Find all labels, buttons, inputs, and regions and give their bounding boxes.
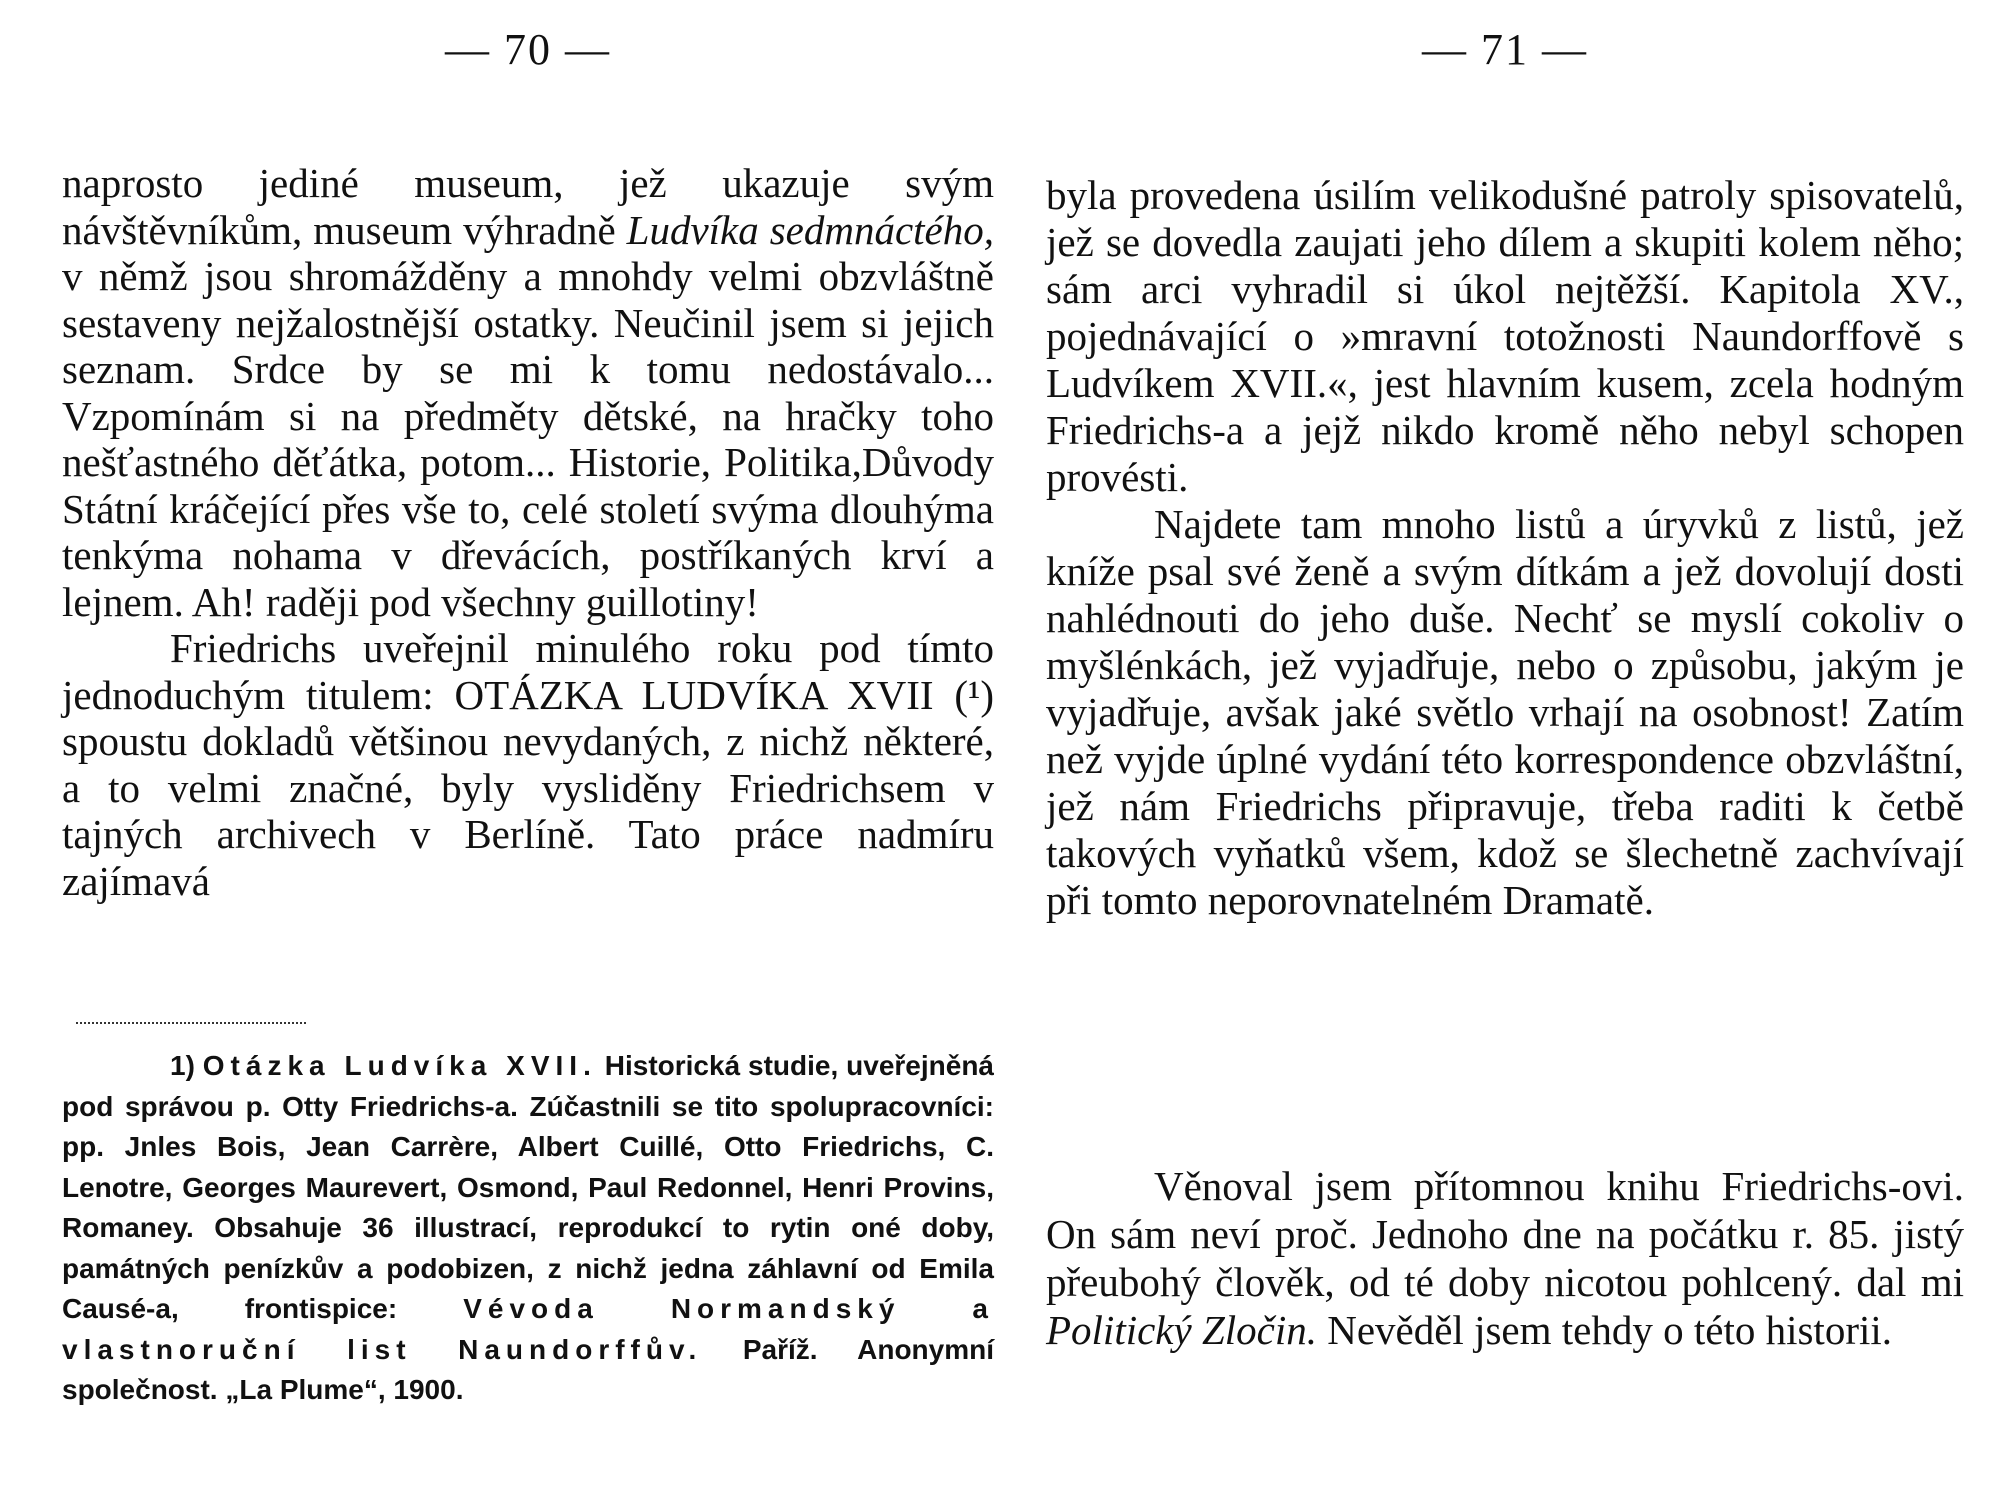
left-body-text xyxy=(62,160,994,904)
page-number-right: — 71 — xyxy=(1422,25,1588,74)
left-p1-before: naprosto jediné museum, jež ukazuje svým návštěvníkům, museum výhradně xyxy=(62,160,994,253)
footnote-part2: Paříž. Anonymní společnost. „La Plume“, 1900. xyxy=(62,1333,995,1405)
right-body-text xyxy=(1046,172,1964,924)
page-number-left: — 70 — xyxy=(445,25,611,74)
footnote xyxy=(62,1046,994,1411)
right-paragraph-1: byla provedena úsilím velikodušné patroly spisovatelů, jež se dovedla zaujati jeho dílem a skupiti kolem něho; sám arci vyhradil si úkol nejtěžší. Kapitola XV., pojednávající o »mravní totožnosti Naundorffově s Ludvíkem XVII.«, jest hlavním kusem, zcela hodným Friedrichs-a a jejž nikdo kromě něho nebyl schopen provésti. xyxy=(1046,172,1964,500)
dedication-before: Věnoval jsem přítomnou knihu Friedrichs-ovi. On sám neví proč. Jednoho dne na počátku r. 85. jistý přeubohý člověk, od té doby nicotou pohlcený. dal mi xyxy=(1046,1163,1964,1305)
right-paragraph-2: Najdete tam mnoho listů a úryvků z listů, jež kníže psal své ženě a svým dítkám a jež dovolují dosti nahlédnouti do jeho duše. Nechť se myslí cokoliv o myšlénkách, jež vyjadřuje, nebo o způsobu, jakým je vyjadřuje, avšak jaké světlo vrhají na osobnost! Zatím než vyjde úplné vydání této korrespondence obzvláštní, jež nám Friedrichs připravuje, třeba raditi k četbě takových vyňatků všem, kdož se šlechetně zachvívají při tomto neporovnatelném Dramatě. xyxy=(1046,501,1964,923)
footnote-spaced-title: Otázka Ludvíka XVII. xyxy=(202,1050,597,1081)
footnote-spaced-part: Vévoda Normandský a vlastnoruční list Naundorffův. xyxy=(62,1293,995,1365)
left-paragraph-1 xyxy=(62,160,994,625)
left-p1-after: v němž jsou shromážděny a mnohdy velmi obzvláštně sestaveny nejžalostnější ostatky. Neučinil jsem si jejich seznam. Srdce by se mi k tomu nedostávalo... Vzpomínám si na předměty dětské, na hračky toho nešťastného děťátka, potom... Historie, Politika,Důvody Státní kráčející přes vše to, celé století svýma dlouhýma tenkýma nohama v dřevácích, postříkaných krví a lejnem. Ah! raději pod všechny guillotiny! xyxy=(62,253,994,625)
footnote-marker: 1) xyxy=(170,1050,203,1081)
left-paragraph-2: Friedrichs uveřejnil minulého roku pod tímto jednoduchým titulem: OTÁZKA LUDVÍKA XVII (¹) spoustu dokladů většinou nevydaných, z nichž některé, a to velmi značné, byly vysliděny Friedrichsem v tajných archivech v Berlíně. Tato práce nadmíru zajímavá xyxy=(62,625,994,904)
dedication-italic: Politický Zločin. xyxy=(1046,1307,1317,1353)
left-p1-italic: Ludvíka sedmnáctého, xyxy=(626,206,995,253)
footnote-separator xyxy=(76,1022,306,1034)
dedication xyxy=(1046,1162,1964,1354)
dedication-after: Nevěděl jsem tehdy o této historii. xyxy=(1316,1307,1893,1353)
footnote-part1: Historická studie, uveřejněná pod správou p. Otty Friedrichs-a. Zúčastnili se tito spolupracovníci: pp. Jnles Bois, Jean Carrère, Albert Cuillé, Otto Friedrichs, C. Lenotre, Georges Maurevert, Osmond, Paul Redonnel, Henri Provins, Romaney. Obsahuje 36 illustrací, reprodukcí to rytin oné doby, památných penízkův a podobizen, z nichž jedna záhlavní od Emila Causé-a, frontispice: xyxy=(62,1050,995,1324)
